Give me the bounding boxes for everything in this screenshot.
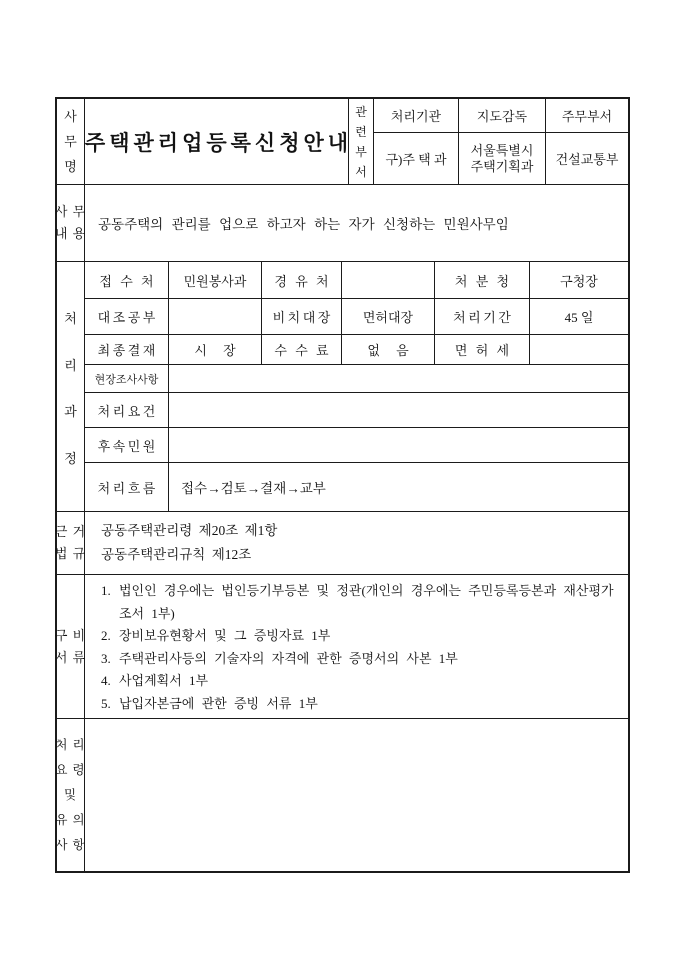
kept-ledger-label: 비치대장	[262, 299, 342, 335]
list-item-text: 장비보유현황서 및 그 증빙자료 1부	[119, 628, 331, 643]
processing-period-value: 45 일	[530, 299, 628, 335]
requirements-label: 처리요건	[85, 393, 169, 427]
list-item-number: 3.	[101, 650, 111, 666]
legal-basis-line: 공동주택관리규칙 제12조	[101, 547, 252, 562]
kept-ledger-value: 면허대장	[342, 299, 435, 335]
receiving-office-label: 접 수 처	[85, 262, 169, 299]
field-inspection-label: 현장조사사항	[85, 365, 169, 392]
list-item-number: 5.	[101, 695, 111, 711]
list-item-number: 4.	[101, 673, 111, 688]
supervision-agency-line1: 서울특별시	[470, 142, 534, 158]
task-content-section	[54, 185, 628, 262]
notes-label-line: 요 령	[55, 762, 86, 777]
legal-basis-label-cell	[54, 512, 87, 574]
task-name-char: 사	[64, 109, 77, 124]
list-item	[101, 648, 620, 671]
requirements-value	[169, 393, 628, 427]
fee-label: 수 수 료	[262, 335, 342, 365]
notes-label-line: 유 의	[55, 812, 86, 827]
process-label-char: 처	[64, 311, 77, 326]
related-dept-char: 련	[355, 124, 367, 139]
license-tax-value	[530, 335, 628, 365]
supervision-agency-value	[459, 133, 546, 184]
notes-section	[57, 719, 628, 871]
legal-basis-label-line: 근 거	[54, 524, 87, 539]
task-content-label-cell	[54, 185, 87, 261]
fee-value: 없 음	[342, 335, 435, 365]
processing-agency-header: 처리기관	[374, 99, 459, 133]
list-item	[101, 580, 620, 625]
task-content-label-line: 사 무	[54, 204, 87, 219]
list-item-text: 법인인 경우에는 법인등기부등본 및 정관(개인의 경우에는 주민등록등본과 재산평가조서 1부)	[119, 583, 614, 621]
agency-grid	[374, 99, 628, 184]
disposition-authority-label: 처 분 청	[435, 262, 530, 299]
supervision-agency-header: 지도감독	[459, 99, 546, 133]
process-section	[57, 262, 628, 512]
requirements-row	[85, 393, 628, 428]
license-tax-label: 면 허 세	[435, 335, 530, 365]
flow-row	[85, 463, 628, 511]
supervision-agency-line2: 주택기획과	[470, 158, 534, 174]
disposition-authority-value: 구청장	[530, 262, 628, 299]
process-label-char: 정	[64, 450, 77, 466]
task-name-char: 무	[64, 134, 77, 149]
field-inspection-value	[169, 365, 628, 392]
receiving-office-value: 민원봉사과	[169, 262, 262, 299]
legal-basis-content	[85, 512, 628, 574]
process-label-char: 과	[64, 404, 77, 420]
required-documents-list	[85, 575, 628, 718]
via-office-value	[342, 262, 435, 299]
task-content-label-line: 내 용	[54, 226, 87, 241]
notes-label-line: 및	[63, 787, 78, 802]
process-section-label-cell	[57, 262, 85, 511]
required-documents-section	[54, 575, 628, 719]
list-item	[101, 670, 620, 693]
ministry-value: 건설교통부	[555, 152, 619, 167]
legal-basis-line: 공동주택관리령 제20조 제1항	[101, 523, 278, 538]
form-table	[55, 97, 630, 873]
title-cell	[84, 99, 353, 184]
processing-agency-value: 구)주 택 과	[374, 133, 459, 184]
list-item-text: 주택관리사등의 기술자의 자격에 관한 증명서의 사본 1부	[119, 650, 458, 666]
reference-record-label: 대조공부	[85, 299, 169, 335]
followup-row	[85, 428, 628, 463]
reference-record-value	[169, 299, 262, 335]
ministry-header: 주무부서	[546, 99, 628, 133]
related-dept-cell	[349, 99, 374, 184]
legal-basis-label-line: 법 규	[54, 546, 87, 561]
required-documents-label-line: 구 비	[54, 627, 87, 643]
list-item-number: 2.	[101, 628, 111, 643]
list-item-number: 1.	[101, 583, 111, 598]
notes-label-line: 처 리	[55, 737, 86, 752]
process-upper-grid	[85, 262, 628, 365]
processing-period-label: 처리기간	[435, 299, 530, 335]
list-item	[101, 625, 620, 648]
list-item-text: 납입자본금에 관한 증빙 서류 1부	[119, 695, 318, 711]
via-office-label: 경 유 처	[262, 262, 342, 299]
followup-value	[169, 428, 628, 462]
task-name-char: 명	[64, 159, 77, 174]
final-approval-value: 시 장	[169, 335, 262, 365]
flow-value: 접수→검토→결재→교부	[181, 481, 326, 496]
process-label-char: 리	[64, 357, 77, 373]
flow-label: 처리흐름	[85, 463, 169, 511]
page-title: 주택관리업등록신청안내	[84, 130, 353, 155]
notes-content	[85, 719, 628, 871]
notes-label-cell	[57, 719, 85, 871]
related-dept-char: 부	[355, 144, 367, 159]
required-documents-label-line: 서 류	[54, 649, 87, 665]
final-approval-label: 최종결재	[85, 335, 169, 365]
legal-basis-section	[54, 512, 628, 575]
followup-label: 후속민원	[85, 428, 169, 462]
related-dept-char: 관	[355, 104, 367, 119]
task-content-text: 공동주택의 관리를 업으로 하고자 하는 자가 신청하는 민원사무임	[98, 217, 509, 232]
field-inspection-row	[85, 365, 628, 393]
required-documents-label-cell	[54, 575, 87, 718]
process-grid	[85, 262, 628, 511]
list-item-text: 사업계획서 1부	[119, 673, 209, 688]
notes-label-line: 사 항	[55, 837, 86, 852]
list-item	[101, 693, 620, 716]
related-dept-char: 서	[355, 164, 367, 179]
header-section	[57, 99, 628, 185]
